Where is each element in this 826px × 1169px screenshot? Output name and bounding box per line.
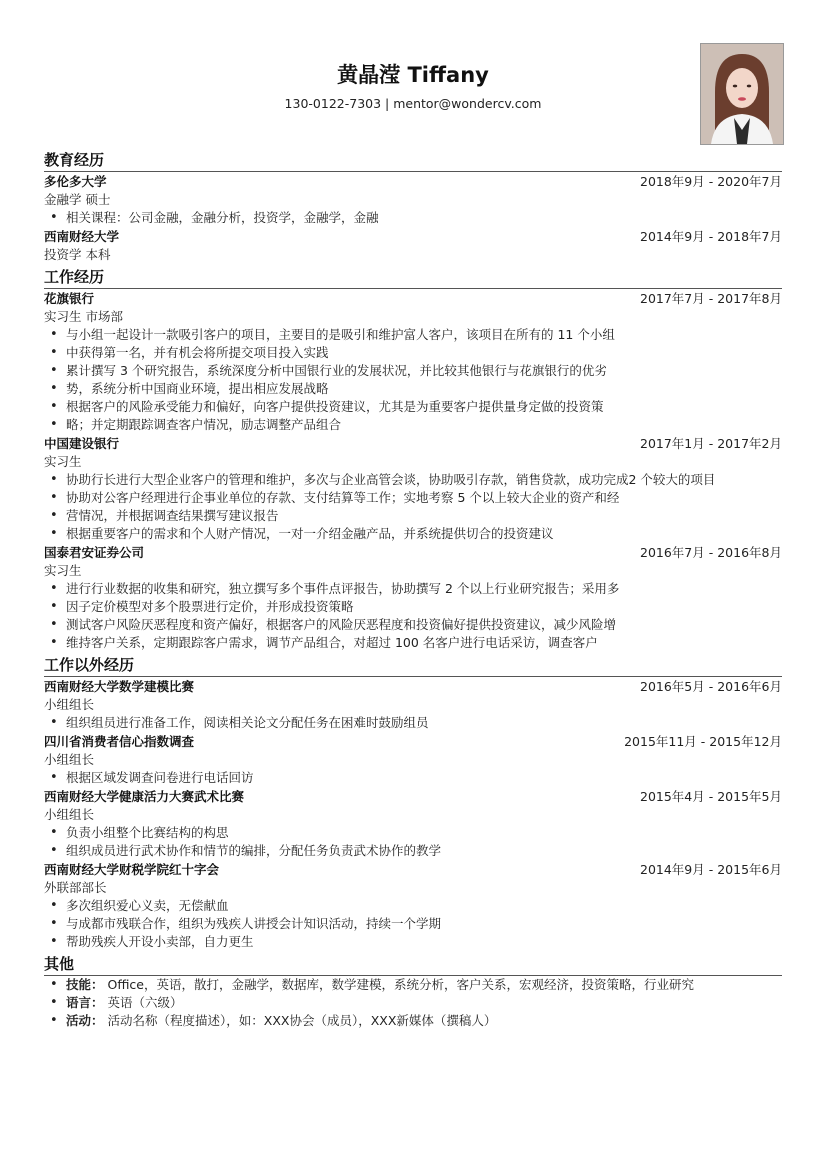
- other-label: 语言：: [66, 995, 104, 1010]
- bullet-list: [44, 326, 782, 434]
- entry-role: 小组组长: [44, 752, 95, 767]
- entry-date: 2015年11月 - 2015年12月: [624, 734, 782, 749]
- entry-role: 投资学 本科: [44, 247, 111, 262]
- bullet-item: • 多次组织爱心义卖，无偿献血: [66, 897, 782, 915]
- education-section: [44, 150, 782, 264]
- bullet-item: • 组织组员进行准备工作，阅读相关论文分配任务在困难时鼓励组员: [66, 714, 782, 732]
- bullet-item: • 维持客户关系，定期跟踪客户需求，调节产品组合，对超过 100 名客户进行电话采访，调查客户: [66, 634, 782, 652]
- entry-organization: 花旗银行: [44, 291, 95, 306]
- work-entry: [44, 544, 782, 652]
- entry-organization: 西南财经大学数学建模比赛: [44, 679, 195, 694]
- other-text: 活动名称（程度描述），如：XXX协会（成员），XXX新媒体（撰稿人）: [107, 1013, 497, 1028]
- entry-role: 实习生: [44, 454, 82, 469]
- bullet-item: • 势，系统分析中国商业环境，提出相应发展战略: [66, 380, 782, 398]
- entry-organization: 西南财经大学财税学院红十字会: [44, 862, 220, 877]
- bullet-item: • 负责小组整个比赛结构的构思: [66, 824, 782, 842]
- entry-organization: 西南财经大学健康活力大赛武术比赛: [44, 789, 245, 804]
- work-title: 工作经历: [44, 267, 782, 289]
- bullet-list: [44, 580, 782, 652]
- bullet-list: [44, 897, 782, 951]
- entry-organization: 多伦多大学: [44, 174, 107, 189]
- bullet-item: • 累计撰写 3 个研究报告，系统深度分析中国银行业的发展状况，并比较其他银行与花旗银行的优劣: [66, 362, 782, 380]
- other-label: 技能：: [66, 977, 104, 992]
- entry-role: 小组组长: [44, 697, 95, 712]
- bullet-item: • 组织成员进行武术协作和情节的编排，分配任务负责武术协作的教学: [66, 842, 782, 860]
- bullet-item: • 因子定价模型对多个股票进行定价，并形成投资策略: [66, 598, 782, 616]
- bullet-list: [44, 769, 782, 787]
- portrait-illustration: [701, 44, 783, 144]
- entry-date: 2016年5月 - 2016年6月: [640, 679, 782, 694]
- bullet-item: • 测试客户风险厌恶程度和资产偏好，根据客户的风险厌恶程度和投资偏好提供投资建议，减少风险增: [66, 616, 782, 634]
- entry-date: 2018年9月 - 2020年7月: [640, 174, 782, 189]
- entry-role: 小组组长: [44, 807, 95, 822]
- education-entry: [44, 228, 782, 264]
- bullet-list: [44, 824, 782, 860]
- bullet-item: • 进行行业数据的收集和研究，独立撰写多个事件点评报告，协助撰写 2 个以上行业研究报告；采用多: [66, 580, 782, 598]
- entry-date: 2014年9月 - 2015年6月: [640, 862, 782, 877]
- extracurricular-entry: [44, 788, 782, 860]
- extracurricular-title: 工作以外经历: [44, 655, 782, 677]
- entry-organization: 西南财经大学: [44, 229, 120, 244]
- entry-date: 2016年7月 - 2016年8月: [640, 545, 782, 560]
- entry-date: 2014年9月 - 2018年7月: [640, 229, 782, 244]
- extracurricular-entry: [44, 733, 782, 787]
- entry-organization: 国泰君安证券公司: [44, 545, 145, 560]
- work-entry: [44, 435, 782, 543]
- profile-photo: [700, 43, 784, 145]
- work-entry: [44, 290, 782, 434]
- entry-role: 金融学 硕士: [44, 192, 111, 207]
- bullet-item: • 相关课程：公司金融，金融分析，投资学，金融学，金融: [66, 209, 782, 227]
- entry-date: 2017年1月 - 2017年2月: [640, 436, 782, 451]
- contact-info: 130-0122-7303 | mentor@wondercv.com: [284, 96, 542, 111]
- extracurricular-entry: [44, 861, 782, 951]
- bullet-item: • 根据区域发调查问卷进行电话回访: [66, 769, 782, 787]
- entry-date: 2015年4月 - 2015年5月: [640, 789, 782, 804]
- entry-role: 实习生 市场部: [44, 309, 123, 324]
- candidate-name: 黄晶滢 Tiffany: [337, 63, 489, 87]
- other-section: [44, 954, 782, 1030]
- other-item-activities: [66, 1012, 782, 1030]
- bullet-list: [44, 714, 782, 732]
- bullet-item: • 与小组一起设计一款吸引客户的项目，主要目的是吸引和维护富人客户，该项目在所有的 11 个小组: [66, 326, 782, 344]
- other-title: 其他: [44, 954, 782, 976]
- bullet-item: • 协助行长进行大型企业客户的管理和维护，多次与企业高管会谈，协助吸引存款，销售贷款，成功完成2 个较大的项目: [66, 471, 782, 489]
- other-list: [44, 976, 782, 1030]
- bullet-item: • 帮助残疾人开设小卖部，自力更生: [66, 933, 782, 951]
- bullet-item: • 协助对公客户经理进行企事业单位的存款、支付结算等工作；实地考察 5 个以上较大企业的资产和经: [66, 489, 782, 507]
- other-item-language: [66, 994, 782, 1012]
- bullet-item: • 根据重要客户的需求和个人财产情况，一对一介绍金融产品，并系统提供切合的投资建议: [66, 525, 782, 543]
- other-item-skills: [66, 976, 782, 994]
- work-section: [44, 267, 782, 652]
- extracurricular-entry: [44, 678, 782, 732]
- other-text: 英语（六级）: [107, 995, 183, 1010]
- bullet-item: • 与成都市残联合作，组织为残疾人讲授会计知识活动，持续一个学期: [66, 915, 782, 933]
- bullet-item: • 营情况，并根据调查结果撰写建议报告: [66, 507, 782, 525]
- bullet-item: • 根据客户的风险承受能力和偏好，向客户提供投资建议，尤其是为重要客户提供量身定做的投资策: [66, 398, 782, 416]
- education-title: 教育经历: [44, 150, 782, 172]
- entry-organization: 中国建设银行: [44, 436, 120, 451]
- other-text: Office，英语，散打，金融学，数据库，数学建模，系统分析，客户关系，宏观经济，投资策略，行业研究: [107, 977, 694, 992]
- extracurricular-section: [44, 655, 782, 951]
- entry-organization: 四川省消费者信心指数调查: [44, 734, 195, 749]
- education-entry: [44, 173, 782, 227]
- other-label: 活动：: [66, 1013, 104, 1028]
- bullet-item: • 略；并定期跟踪调查客户情况，励志调整产品组合: [66, 416, 782, 434]
- entry-date: 2017年7月 - 2017年8月: [640, 291, 782, 306]
- bullet-list: [44, 471, 782, 543]
- bullet-item: • 中获得第一名，并有机会将所提交项目投入实践: [66, 344, 782, 362]
- bullet-list: [44, 209, 782, 227]
- entry-role: 实习生: [44, 563, 82, 578]
- resume-content: [44, 150, 782, 1033]
- entry-role: 外联部部长: [44, 880, 107, 895]
